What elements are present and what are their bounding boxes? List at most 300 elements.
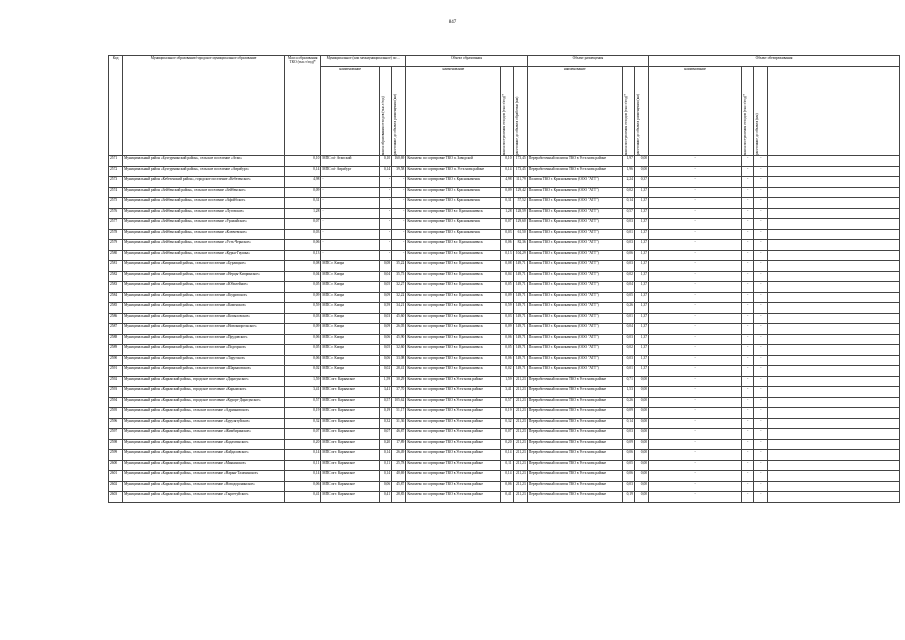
cell-receiver-mass: 0,06 (622, 471, 634, 482)
cell-processing-name: - (649, 198, 742, 209)
cell-source-distance: 173,45 (513, 156, 527, 167)
cell-group-name: - (321, 208, 380, 219)
cell-receiver-distance: 0,00 (634, 156, 648, 167)
header-mass: Масса образования ТКО (тыс.т/год)* (284, 56, 320, 156)
cell-receiver-distance: 0,00 (634, 439, 648, 450)
cell-source-mass: 0,14 (501, 166, 513, 177)
cell-receiver-mass: 0,09 (622, 408, 634, 419)
cell-receiver-mass: 0,01 (622, 229, 634, 240)
cell-receiver-mass: 0,03 (622, 429, 634, 440)
cell-municipality: Муниципальный район «Карьмский район», сельское поселение «Бурулятуйское» (123, 418, 285, 429)
cell-receiver-mass: 0,01 (622, 313, 634, 324)
cell-receiver-mass: 0,02 (622, 271, 634, 282)
cell-receiver-name: Полигон ТКО г. Краснокаменск (ООО "АТТ") (527, 345, 622, 356)
cell-spacer (768, 208, 900, 219)
cell-processing-distance: - (754, 376, 768, 387)
cell-municipality: Муниципальный район «Кипринский район», сельское поселение «Тарутское» (123, 355, 285, 366)
cell-group-mass: 0,19 (380, 408, 392, 419)
cell-source-distance: 211,23 (513, 376, 527, 387)
cell-source-name: Комплекс по сортировке ТКО г. Краснокаменск (406, 177, 501, 188)
cell-receiver-mass: 0,26 (622, 303, 634, 314)
cell-code: 2575 (109, 198, 123, 209)
cell-group-name: МПС пгт. Карымское (321, 397, 380, 408)
cell-source-distance: 173,45 (513, 166, 527, 177)
cell-source-name: Комплекс по сортировке ТКО п. Заводской (406, 156, 501, 167)
cell-code: 2596 (109, 418, 123, 429)
cell-processing-distance: - (754, 271, 768, 282)
cell-municipality: Муниципальный район «Карьмский район», сельское поселение «Нарын-Талачинское» (123, 471, 285, 482)
cell-processing-distance: - (754, 355, 768, 366)
cell-group-distance: 46,87 (392, 429, 406, 440)
cell-source-name: Комплекс по сортировке ТКО в г. Краснокаменск (406, 271, 501, 282)
table-row (109, 156, 900, 167)
cell-processing-name: - (649, 177, 742, 188)
cell-source-name: Комплекс по сортировке ТКО в г. Краснокаменск (406, 334, 501, 345)
cell-spacer (768, 187, 900, 198)
cell-group-name: МПС пгт. Карымское (321, 439, 380, 450)
cell-processing-mass: - (742, 261, 754, 272)
cell-mass: 0,31 (284, 198, 320, 209)
cell-group-name: МПС пгт. Карымское (321, 387, 380, 398)
cell-processing-name: - (649, 471, 742, 482)
cell-receiver-mass: 0,04 (622, 282, 634, 293)
table-row (109, 450, 900, 461)
cell-receiver-distance: 0,00 (634, 408, 648, 419)
cell-receiver-distance: 1,37 (634, 313, 648, 324)
cell-source-distance: 211,23 (513, 492, 527, 503)
cell-group-mass: 0,07 (380, 429, 392, 440)
cell-processing-mass: - (742, 198, 754, 209)
cell-processing-mass: - (742, 313, 754, 324)
cell-receiver-distance: 1,37 (634, 292, 648, 303)
cell-spacer (768, 271, 900, 282)
cell-code: 2594 (109, 397, 123, 408)
cell-processing-distance: - (754, 334, 768, 345)
cell-code: 2580 (109, 250, 123, 261)
cell-receiver-mass: 0,03 (622, 261, 634, 272)
cell-mass: 0,14 (284, 471, 320, 482)
cell-group-name: МПС г. Кипра (321, 324, 380, 335)
cell-municipality: Муниципальный район «Зейбенский район», сельское поселение «Урожайское» (123, 219, 285, 230)
cell-processing-name: - (649, 481, 742, 492)
cell-processing-name: - (649, 166, 742, 177)
cell-processing-distance: - (754, 418, 768, 429)
cell-receiver-distance: 1,37 (634, 240, 648, 251)
cell-group-name: МПС г. Кипра (321, 345, 380, 356)
cell-processing-distance: - (754, 208, 768, 219)
cell-receiver-mass: 0,01 (622, 366, 634, 377)
cell-processing-name: - (649, 418, 742, 429)
table-row (109, 261, 900, 272)
table-row (109, 397, 900, 408)
cell-receiver-mass: 0,09 (622, 439, 634, 450)
cell-spacer (768, 292, 900, 303)
cell-receiver-distance: 0,00 (634, 376, 648, 387)
cell-source-distance: 104,29 (513, 250, 527, 261)
cell-source-distance: 129,60 (513, 219, 527, 230)
cell-group-name: МПС г. Кипра (321, 282, 380, 293)
cell-receiver-name: Переработочный полигон ТКО в Усть-нова районе (527, 450, 622, 461)
cell-processing-distance: - (754, 471, 768, 482)
cell-municipality: Муниципальный район «Карьмский район», городское поселение «Карымское» (123, 387, 285, 398)
table-row (109, 219, 900, 230)
cell-receiver-mass: 0,71 (622, 376, 634, 387)
cell-source-name: Комплекс по сортировке ТКО в Усть-нова районе (406, 387, 501, 398)
cell-processing-name: - (649, 324, 742, 335)
cell-processing-mass: - (742, 450, 754, 461)
header-v1-text: масса образования отходов (тыс.т/год) (381, 96, 386, 155)
cell-code: 2600 (109, 460, 123, 471)
cell-source-distance: 211,23 (513, 429, 527, 440)
cell-processing-mass: - (742, 177, 754, 188)
cell-group-mass: - (380, 208, 392, 219)
cell-code: 2589 (109, 345, 123, 356)
cell-source-mass: 0,41 (501, 492, 513, 503)
cell-receiver-name: Переработочный полигон ТКО в Усть-нова районе (527, 492, 622, 503)
cell-receiver-mass: 0,19 (622, 492, 634, 503)
cell-source-mass: 0,10 (501, 156, 513, 167)
cell-processing-name: - (649, 397, 742, 408)
cell-source-mass: 0,03 (501, 229, 513, 240)
cell-mass: 0,59 (284, 303, 320, 314)
cell-receiver-name: Переработочный полигон ТКО в Усть-нова районе (527, 429, 622, 440)
cell-processing-name: - (649, 219, 742, 230)
cell-processing-mass: - (742, 355, 754, 366)
cell-group-distance: 45,90 (392, 334, 406, 345)
cell-source-distance: 128,59 (513, 208, 527, 219)
cell-receiver-mass: 0,26 (622, 397, 634, 408)
cell-source-mass: 1,28 (501, 208, 513, 219)
cell-receiver-mass: 1,96 (622, 166, 634, 177)
cell-group-distance: 30,29 (392, 376, 406, 387)
cell-source-distance: 211,23 (513, 481, 527, 492)
cell-code: 2591 (109, 366, 123, 377)
cell-receiver-name: Переработочный полигон ТКО в Усть-нова районе (527, 387, 622, 398)
header-v7 (742, 67, 754, 156)
cell-processing-distance: - (754, 250, 768, 261)
cell-municipality: Муниципальный район «Карьмский район», городское поселение «Курорт-Дарасунское» (123, 397, 285, 408)
cell-source-mass: 0,09 (501, 187, 513, 198)
cell-group-mass: 0,05 (380, 282, 392, 293)
header-name-4: наименование (649, 67, 742, 156)
cell-receiver-mass: 0,03 (622, 219, 634, 230)
cell-mass: 0,07 (284, 219, 320, 230)
cell-receiver-name: Полигон ТКО г. Краснокаменск (ООО "АТТ") (527, 240, 622, 251)
cell-source-mass: 0,02 (501, 366, 513, 377)
cell-group-name: МПС г. Кипра (321, 261, 380, 272)
cell-processing-name: - (649, 271, 742, 282)
cell-receiver-distance: 0,00 (634, 492, 648, 503)
cell-processing-distance: - (754, 429, 768, 440)
cell-spacer (768, 439, 900, 450)
cell-municipality: Муниципальный район «Зейбенский район», сельское поселение «Зейбенское» (123, 187, 285, 198)
cell-mass: 1,28 (284, 208, 320, 219)
cell-processing-distance: - (754, 292, 768, 303)
cell-receiver-mass: 2,24 (622, 177, 634, 188)
cell-source-distance: 149,71 (513, 261, 527, 272)
cell-source-name: Комплекс по сортировке ТКО в Усть-нова районе (406, 439, 501, 450)
header-v5-text: масса поступления отходов (тыс.т/год)* (623, 93, 628, 155)
cell-receiver-name: Полигон ТКО г. Краснокаменск (ООО "АТТ") (527, 324, 622, 335)
cell-receiver-name: Переработочный полигон ТКО в Усть-нова районе (527, 408, 622, 419)
cell-processing-mass: - (742, 439, 754, 450)
cell-group-name: МПС пгт. Карымское (321, 481, 380, 492)
cell-source-distance: 149,71 (513, 355, 527, 366)
cell-receiver-distance: 0,00 (634, 429, 648, 440)
cell-processing-name: - (649, 261, 742, 272)
cell-group-mass: 0,14 (380, 166, 392, 177)
cell-group-distance: 28,41 (392, 366, 406, 377)
cell-receiver-distance: 1,37 (634, 261, 648, 272)
cell-municipality: Муниципальный район «Карьмский район», сельское поселение «Жимбиринское» (123, 429, 285, 440)
cell-processing-name: - (649, 387, 742, 398)
cell-receiver-mass: 0,02 (622, 345, 634, 356)
cell-code: 2597 (109, 429, 123, 440)
cell-source-mass: 0,57 (501, 397, 513, 408)
cell-receiver-mass: 0,05 (622, 292, 634, 303)
cell-receiver-name: Полигон ТКО г. Краснокаменск (ООО "АТТ") (527, 219, 622, 230)
cell-code: 2581 (109, 261, 123, 272)
cell-mass: 0,04 (284, 271, 320, 282)
cell-receiver-distance: 0,00 (634, 481, 648, 492)
table-row (109, 429, 900, 440)
table-row (109, 366, 900, 377)
cell-processing-mass: - (742, 271, 754, 282)
cell-receiver-name: Полигон ТКО г. Краснокаменск (ООО "АТТ") (527, 229, 622, 240)
cell-source-name: Комплекс по сортировке ТКО в Усть-нова районе (406, 418, 501, 429)
cell-group-mass: 0,59 (380, 303, 392, 314)
cell-spacer (768, 418, 900, 429)
cell-spacer (768, 492, 900, 503)
cell-source-name: Комплекс по сортировке ТКО в г. Краснокаменск (406, 355, 501, 366)
cell-receiver-mass: 0,05 (622, 460, 634, 471)
cell-group-name: - (321, 187, 380, 198)
cell-code: 2574 (109, 187, 123, 198)
cell-source-name: Комплекс по сортировке ТКО в Усть-нова районе (406, 460, 501, 471)
cell-receiver-mass: 0,03 (622, 355, 634, 366)
cell-group-mass: 0,57 (380, 397, 392, 408)
cell-source-name: Комплекс по сортировке ТКО в г. Краснокаменск (406, 240, 501, 251)
cell-group-distance: 28,85 (392, 492, 406, 503)
cell-processing-distance: - (754, 439, 768, 450)
cell-municipality: Муниципальный район «Карьмский район», сельское поселение «Кайдаловское» (123, 450, 285, 461)
cell-municipality: Муниципальный район «Карьмский район», сельское поселение «Новодоронинское» (123, 481, 285, 492)
cell-group-mass: 0,14 (380, 471, 392, 482)
cell-source-name: Комплекс по сортировке ТКО г. Краснокаменск (406, 198, 501, 209)
cell-group-mass: - (380, 229, 392, 240)
table-row (109, 208, 900, 219)
table-row (109, 240, 900, 251)
cell-group-name: МПС пгт. Карымское (321, 418, 380, 429)
cell-receiver-distance: 1,37 (634, 208, 648, 219)
cell-source-distance: 149,71 (513, 366, 527, 377)
cell-source-mass: 0,05 (501, 282, 513, 293)
cell-processing-name: - (649, 240, 742, 251)
cell-municipality: Муниципальный район «Кипринский район», сельское поселение «Новокипрельское» (123, 324, 285, 335)
table-row (109, 471, 900, 482)
cell-municipality: Муниципальный район «Кипринский район», сельское поселение «Каменское» (123, 303, 285, 314)
table-row (109, 282, 900, 293)
cell-processing-name: - (649, 429, 742, 440)
cell-group-name: МПС пгт. Карымское (321, 460, 380, 471)
cell-group-name: - (321, 177, 380, 188)
cell-municipality: Муниципальный район «Бухтурминский район», сельское поселение «Аврабург» (123, 166, 285, 177)
cell-spacer (768, 166, 900, 177)
cell-source-mass: 3,41 (501, 387, 513, 398)
cell-municipality: Муниципальный район «Кипринский район», сельское поселение «Прудовское» (123, 334, 285, 345)
cell-receiver-name: Переработочный полигон ТКО в Усть-нова районе (527, 376, 622, 387)
header-v8 (754, 67, 768, 156)
header-v1 (380, 67, 392, 156)
cell-group-name: МПС пгт. Карымское (321, 471, 380, 482)
table-row (109, 334, 900, 345)
cell-mass: 0,06 (284, 355, 320, 366)
cell-source-mass: 0,03 (501, 313, 513, 324)
cell-spacer (768, 177, 900, 188)
table-body (109, 156, 900, 503)
cell-group-mass: - (380, 240, 392, 251)
cell-group-name: МПС г. Кипра (321, 334, 380, 345)
cell-source-mass: 0,19 (501, 408, 513, 419)
cell-mass: 0,05 (284, 282, 320, 293)
cell-group-mass: 0,06 (380, 334, 392, 345)
cell-group-name: - (321, 219, 380, 230)
cell-mass: 0,09 (284, 187, 320, 198)
cell-spacer (768, 376, 900, 387)
cell-source-distance: 211,23 (513, 387, 527, 398)
cell-source-distance: 82,36 (513, 240, 527, 251)
cell-receiver-name: Полигон ТКО г. Краснокаменск (ООО "АТТ") (527, 292, 622, 303)
cell-processing-mass: - (742, 345, 754, 356)
cell-receiver-name: Полигон ТКО г. Краснокаменск (ООО "АТТ") (527, 355, 622, 366)
cell-group-distance: 31,36 (392, 418, 406, 429)
cell-processing-mass: - (742, 250, 754, 261)
cell-group-distance: 45,87 (392, 481, 406, 492)
cell-receiver-name: Полигон ТКО г. Краснокаменск (ООО "АТТ") (527, 303, 622, 314)
cell-processing-distance: - (754, 450, 768, 461)
cell-municipality: Муниципальный район «Кипринский район», сельское поселение «Кедровское» (123, 292, 285, 303)
cell-receiver-distance: 1,37 (634, 324, 648, 335)
cell-group-distance: 26,49 (392, 450, 406, 461)
cell-processing-mass: - (742, 418, 754, 429)
cell-processing-mass: - (742, 187, 754, 198)
cell-source-name: Комплекс по сортировке ТКО в Усть-нова районе (406, 429, 501, 440)
cell-receiver-mass: 0,02 (622, 187, 634, 198)
cell-receiver-distance: 1,37 (634, 303, 648, 314)
cell-municipality: Муниципальный район «Карьмский район», сельское поселение «Адриановское» (123, 408, 285, 419)
cell-spacer (768, 481, 900, 492)
cell-receiver-distance: 1,37 (634, 334, 648, 345)
cell-group-distance: 51,17 (392, 408, 406, 419)
cell-mass: 0,09 (284, 292, 320, 303)
cell-mass: 0,05 (284, 345, 320, 356)
cell-processing-distance: - (754, 198, 768, 209)
cell-mass: 0,41 (284, 492, 320, 503)
cell-receiver-name: Переработочный полигон ТКО в Усть-нова районе (527, 166, 622, 177)
cell-mass: 0,13 (284, 250, 320, 261)
header-municipality: Муниципальное образование/городское муниципальное образование (123, 56, 285, 156)
cell-group-distance: 45,60 (392, 313, 406, 324)
cell-receiver-mass: 0,14 (622, 198, 634, 209)
cell-group-distance: 40,69 (392, 471, 406, 482)
cell-receiver-name: Переработочный полигон ТКО в Усть-нова районе (527, 460, 622, 471)
cell-processing-mass: - (742, 334, 754, 345)
cell-spacer (768, 450, 900, 461)
cell-processing-mass: - (742, 429, 754, 440)
cell-receiver-name: Переработочный полигон ТКО в Усть-нова районе (527, 397, 622, 408)
cell-processing-name: - (649, 313, 742, 324)
cell-municipality: Муниципальный район «Кипринский район», сельское поселение «Юбилейное» (123, 282, 285, 293)
cell-group-name: МПС г. Кипра (321, 271, 380, 282)
cell-group-mass: 0,32 (380, 418, 392, 429)
table-row (109, 376, 900, 387)
cell-source-mass: 0,13 (501, 250, 513, 261)
cell-source-name: Комплекс по сортировке ТКО в г. Краснокаменск (406, 313, 501, 324)
table-row (109, 408, 900, 419)
header-v3-text: масса поступления отходов (тыс.т/год)* (502, 93, 507, 155)
cell-receiver-name: Полигон ТКО г. Краснокаменск (ООО "АТТ") (527, 334, 622, 345)
cell-spacer (768, 345, 900, 356)
cell-source-mass: 0,07 (501, 219, 513, 230)
cell-group-name: - (321, 250, 380, 261)
cell-processing-name: - (649, 250, 742, 261)
cell-processing-mass: - (742, 387, 754, 398)
cell-receiver-mass: 0,06 (622, 250, 634, 261)
cell-group-mass: 0,05 (380, 345, 392, 356)
cell-spacer (768, 198, 900, 209)
cell-processing-mass: - (742, 219, 754, 230)
cell-group-mass: 0,41 (380, 492, 392, 503)
cell-processing-distance: - (754, 460, 768, 471)
cell-processing-distance: - (754, 481, 768, 492)
cell-mass: 0,57 (284, 397, 320, 408)
cell-processing-distance: - (754, 156, 768, 167)
cell-code: 2592 (109, 376, 123, 387)
header-v3 (501, 67, 513, 156)
cell-source-mass: 0,06 (501, 334, 513, 345)
cell-source-name: Комплекс по сортировке ТКО в г. Краснокаменск (406, 208, 501, 219)
cell-municipality: Муниципальный район «Карьмский район», сельское поселение «Маякинское» (123, 460, 285, 471)
cell-spacer (768, 460, 900, 471)
cell-processing-mass: - (742, 229, 754, 240)
cell-source-distance: 149,71 (513, 334, 527, 345)
cell-code: 2571 (109, 156, 123, 167)
cell-processing-mass: - (742, 282, 754, 293)
cell-group-distance: 32,27 (392, 282, 406, 293)
cell-source-mass: 0,06 (501, 355, 513, 366)
cell-group-name: - (321, 229, 380, 240)
cell-receiver-distance: 0,00 (634, 471, 648, 482)
cell-source-name: Комплекс по сортировке ТКО в г. Краснокаменск (406, 261, 501, 272)
cell-municipality: Муниципальный район «Зейбенский район», сельское поселение «Ключевское» (123, 229, 285, 240)
cell-source-name: Комплекс по сортировке ТКО в г. Краснокаменск (406, 303, 501, 314)
cell-code: 2577 (109, 219, 123, 230)
cell-processing-name: - (649, 439, 742, 450)
cell-source-distance: 211,23 (513, 439, 527, 450)
cell-source-mass: 0,14 (501, 471, 513, 482)
cell-code: 2576 (109, 208, 123, 219)
cell-processing-distance: - (754, 177, 768, 188)
table-row (109, 324, 900, 335)
cell-code: 2582 (109, 271, 123, 282)
cell-processing-name: - (649, 334, 742, 345)
cell-spacer (768, 324, 900, 335)
cell-processing-name: - (649, 282, 742, 293)
cell-processing-distance: - (754, 282, 768, 293)
cell-group-mass: 0,09 (380, 292, 392, 303)
cell-source-distance: 61,50 (513, 229, 527, 240)
header-group: Муниципальное (или межмуниципальное) по ... (321, 56, 406, 67)
